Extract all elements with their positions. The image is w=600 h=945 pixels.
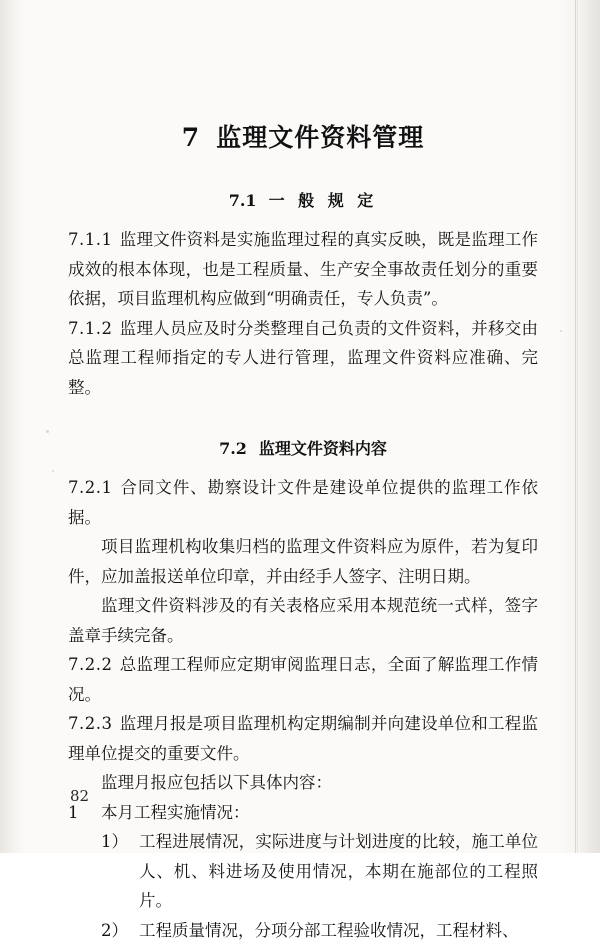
paragraph-label: 7.2.1 — [68, 478, 112, 497]
paragraph-7-2-2 — [68, 650, 538, 709]
scan-speck — [560, 330, 562, 332]
paragraph-7-1-1 — [68, 225, 538, 314]
list-item-marker: 1） — [101, 827, 139, 916]
paragraph-7-2-3 — [68, 709, 538, 768]
paragraph-7-2-1-c — [68, 591, 538, 650]
page-number: 82 — [70, 787, 89, 805]
paragraph-7-2-1 — [68, 473, 538, 532]
list-item-marker: 1 — [68, 798, 101, 828]
paragraph-label: 7.1.2 — [68, 319, 112, 338]
paragraph-label: 7.1.1 — [68, 230, 112, 249]
page-right-shading — [560, 0, 600, 853]
paragraph-label: 7.2.3 — [68, 714, 112, 733]
chapter-number: 7 — [182, 123, 200, 152]
list-item-marker: 2） — [101, 916, 139, 945]
page-left-shading — [0, 0, 26, 853]
chapter-heading — [68, 118, 538, 154]
paragraph-text: 监理月报是项目监理机构定期编制并向建设单位和工程监理单位提交的重要文件。 — [68, 714, 538, 763]
chapter-title-text: 监理文件资料管理 — [216, 123, 424, 152]
paragraph-text: 监理月报应包括以下具体内容： — [101, 773, 332, 792]
paragraph-7-2-1-b — [68, 532, 538, 591]
scan-speck — [46, 430, 49, 433]
list-item — [68, 916, 538, 945]
list-item-text: 本月工程实施情况： — [101, 798, 538, 828]
paragraph-label: 7.2.2 — [68, 655, 112, 674]
section-title-text: 监理文件资料内容 — [259, 439, 387, 458]
paragraph-text: 总监理工程师应定期审阅监理日志，全面了解监理工作情况。 — [68, 655, 538, 704]
page-edge-line — [575, 0, 576, 853]
section-heading-7-2 — [68, 436, 538, 459]
list-item — [68, 827, 538, 916]
list-item — [68, 798, 538, 828]
scan-speck — [52, 470, 54, 472]
list-item-text: 工程进展情况，实际进度与计划进度的比较，施工单位人、机、料进场及使用情况，本期在施部位的工程照片。 — [139, 827, 538, 916]
section-number: 7.2 — [219, 439, 247, 458]
page-content — [68, 0, 538, 853]
paragraph-text: 合同文件、勘察设计文件是建设单位提供的监理工作依据。 — [68, 478, 538, 527]
list-item-text: 工程质量情况，分项分部工程验收情况，工程材料、 — [139, 916, 538, 945]
section-title-text: 一 般 规 定 — [269, 191, 378, 210]
section-number: 7.1 — [229, 191, 257, 210]
paragraph-7-1-2 — [68, 314, 538, 403]
paragraph-text: 监理人员应及时分类整理自己负责的文件资料，并移交由总监理工程师指定的专人进行管理，监理文件资料应准确、完整。 — [68, 319, 538, 397]
paragraph-text: 项目监理机构收集归档的监理文件资料应为原件，若为复印件，应加盖报送单位印章，并由经手人签字、注明日期。 — [68, 537, 538, 586]
section-heading-7-1 — [68, 188, 538, 211]
paragraph-text: 监理文件资料是实施监理过程的真实反映，既是监理工作成效的根本体现，也是工程质量、生产安全事故责任划分的重要依据，项目监理机构应做到“明确责任，专人负责”。 — [68, 230, 538, 308]
page-edge-line-secondary — [577, 0, 578, 853]
paragraph-text: 监理文件资料涉及的有关表格应采用本规范统一式样，签字盖章手续完备。 — [68, 596, 538, 645]
paragraph-monthly-report-intro — [68, 768, 538, 798]
